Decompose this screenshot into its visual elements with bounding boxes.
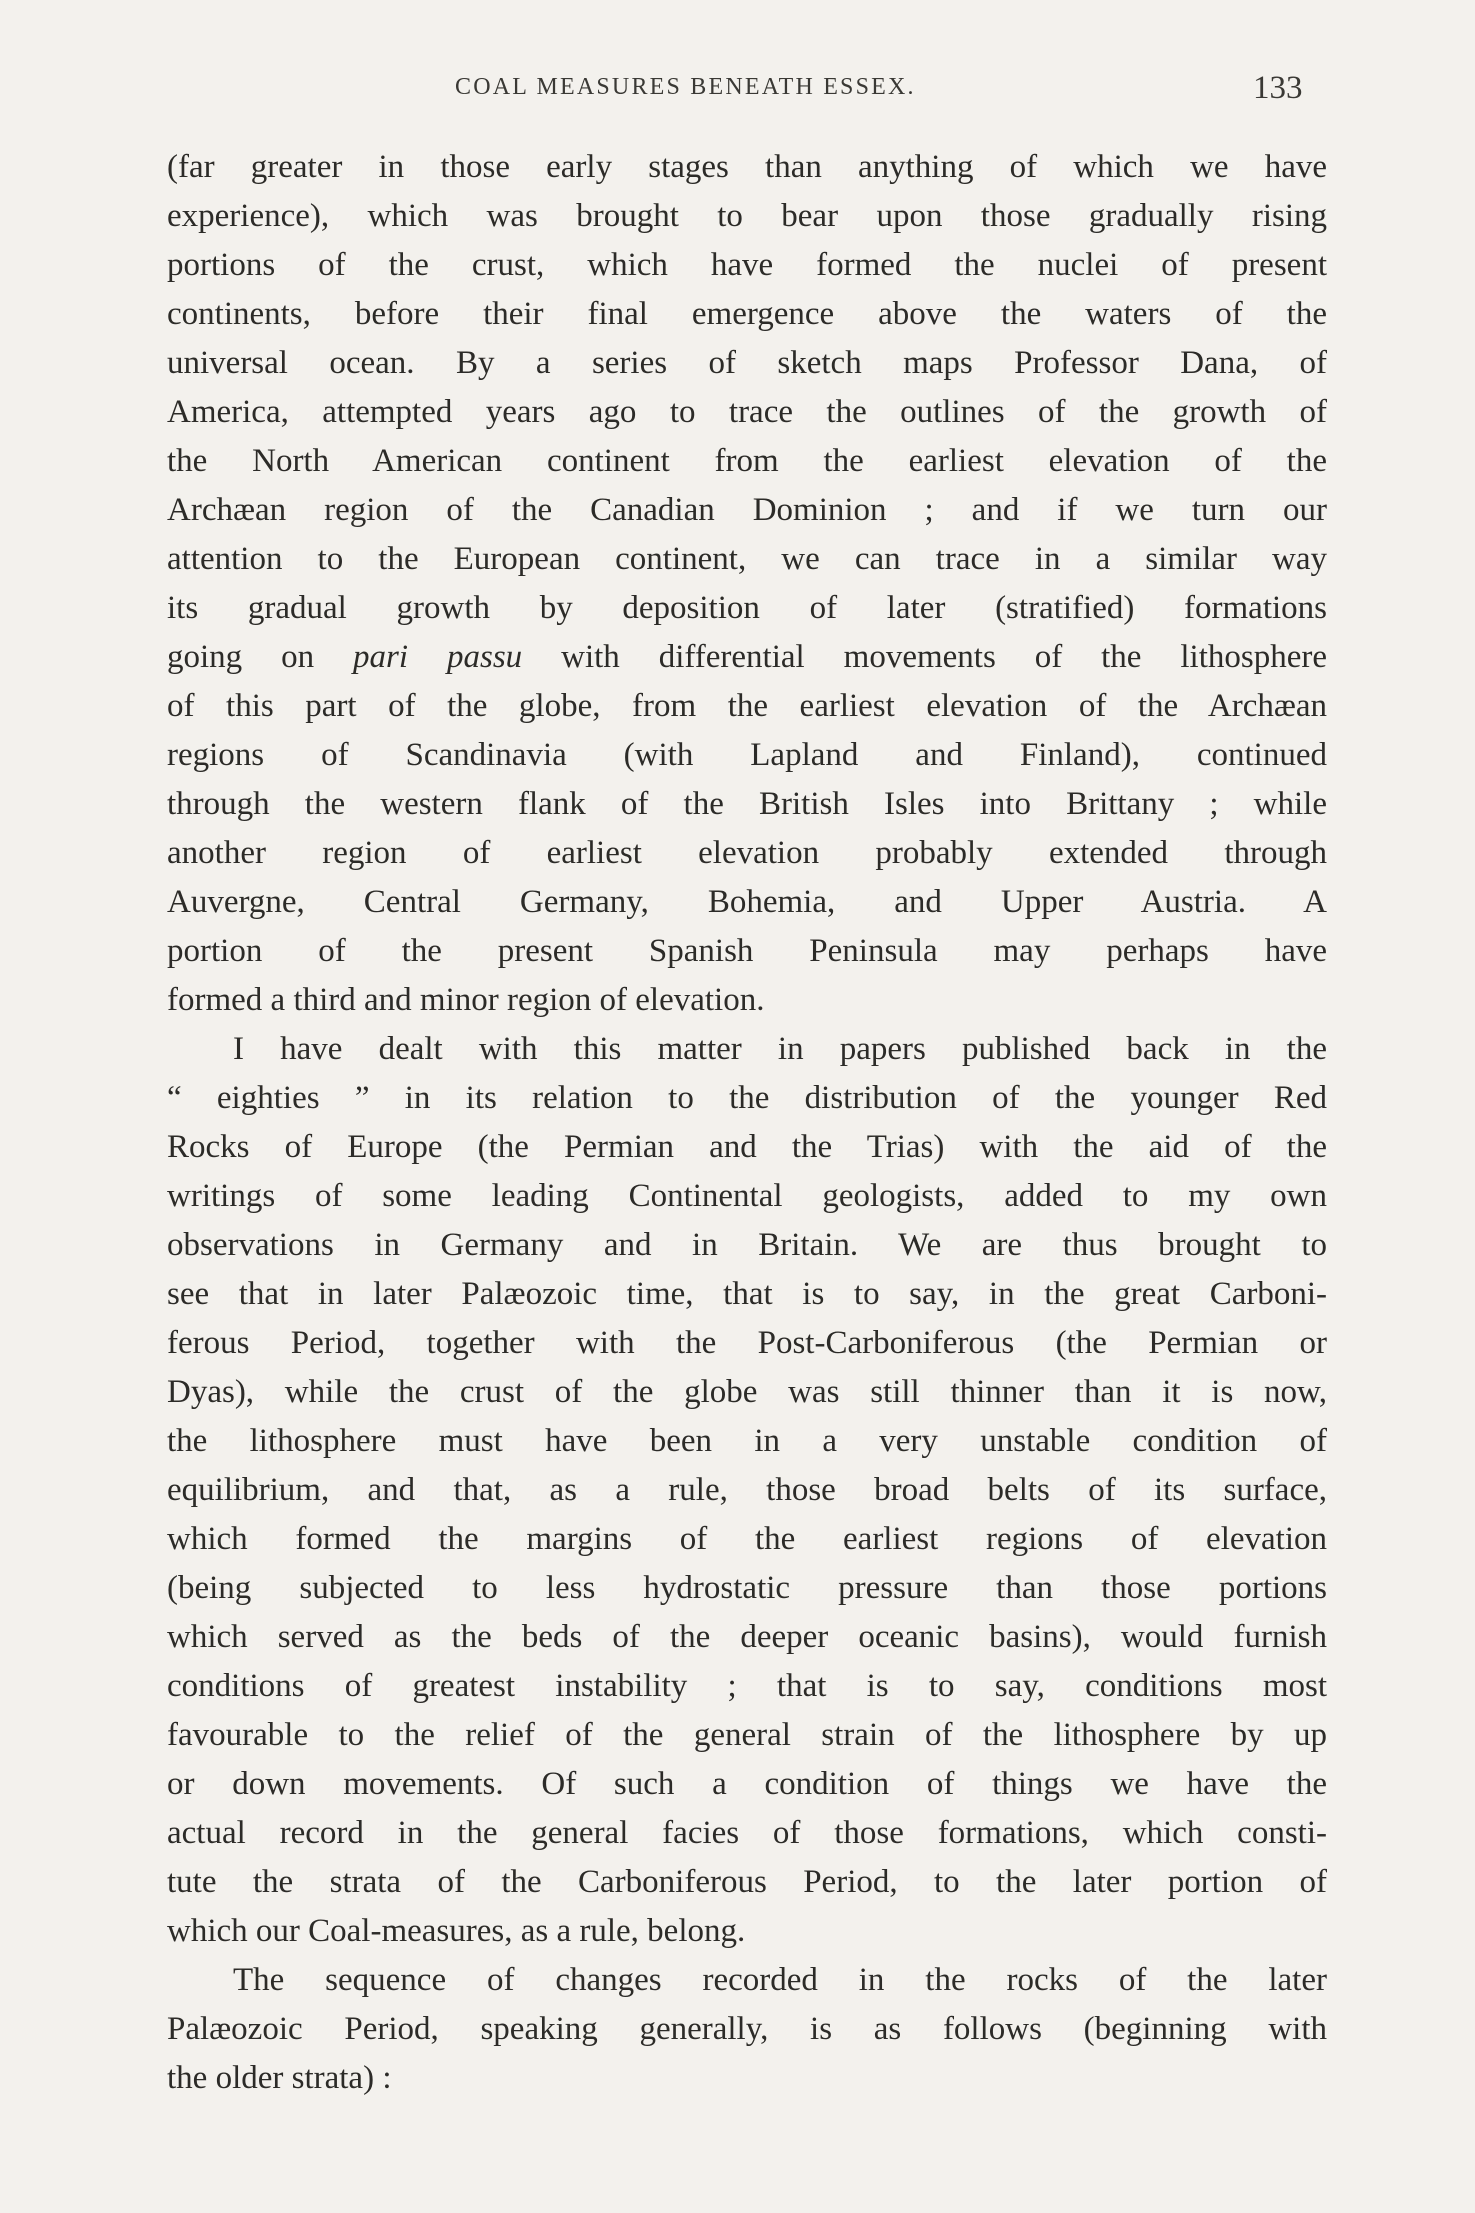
text-line: tute the strata of the Carboniferous Period, to the later portion of <box>167 1864 1327 1900</box>
text-line: which formed the margins of the earliest regions of elevation <box>167 1521 1327 1557</box>
text-line: the older strata) : <box>167 2060 392 2096</box>
text-segment: with differential movements of the lithosphere <box>561 639 1328 675</box>
text-line: universal ocean. By a series of sketch maps Professor Dana, of <box>167 345 1327 381</box>
paragraph-1 <box>167 143 1327 1025</box>
text-line: experience), which was brought to bear upon those gradually rising <box>167 198 1327 234</box>
text-line: writings of some leading Continental geologists, added to my own <box>167 1178 1327 1214</box>
text-line: of this part of the globe, from the earliest elevation of the Archæan <box>167 688 1327 724</box>
page-number: 133 <box>1253 70 1303 106</box>
paragraph-2 <box>167 1025 1327 1956</box>
text-line: “ eighties ” in its relation to the distribution of the younger Red <box>167 1080 1327 1116</box>
text-line-mixed <box>167 633 1327 682</box>
text-line: ferous Period, together with the Post-Carboniferous (the Permian or <box>167 1325 1327 1361</box>
text-line: which served as the beds of the deeper oceanic basins), would furnish <box>167 1619 1327 1655</box>
paragraph-3 <box>167 1956 1327 2103</box>
text-line: the North American continent from the earliest elevation of the <box>167 443 1327 479</box>
text-line: or down movements. Of such a condition of things we have the <box>167 1766 1327 1802</box>
text-line: portion of the present Spanish Peninsula may perhaps have <box>167 933 1327 969</box>
text-line: its gradual growth by deposition of later (stratified) formations <box>167 590 1327 626</box>
running-title: COAL MEASURES BENEATH ESSEX. <box>455 74 916 100</box>
running-head <box>0 66 1475 106</box>
text-line: Dyas), while the crust of the globe was still thinner than it is now, <box>167 1374 1327 1410</box>
text-line: conditions of greatest instability ; that is to say, conditions most <box>167 1668 1327 1704</box>
text-line: Palæozoic Period, speaking generally, is as follows (beginning with <box>167 2011 1327 2047</box>
text-line: favourable to the relief of the general strain of the lithosphere by up <box>167 1717 1327 1753</box>
text-line: regions of Scandinavia (with Lapland and Finland), continued <box>167 737 1327 773</box>
text-line: (far greater in those early stages than anything of which we have <box>167 149 1327 185</box>
text-line: actual record in the general facies of those formations, which consti- <box>167 1815 1327 1851</box>
text-line: equilibrium, and that, as a rule, those broad belts of its surface, <box>167 1472 1327 1508</box>
text-line: which our Coal-measures, as a rule, belong. <box>167 1913 746 1949</box>
text-segment: going on <box>167 639 315 675</box>
text-line: see that in later Palæozoic time, that is to say, in the great Carboni- <box>167 1276 1327 1312</box>
text-line: continents, before their final emergence above the waters of the <box>167 296 1327 332</box>
text-line: Archæan region of the Canadian Dominion ; and if we turn our <box>167 492 1327 528</box>
text-line: America, attempted years ago to trace the outlines of the growth of <box>167 394 1327 430</box>
body-text <box>167 143 1327 2103</box>
text-line: The sequence of changes recorded in the rocks of the later <box>233 1962 1327 1998</box>
text-line: observations in Germany and in Britain. We are thus brought to <box>167 1227 1327 1263</box>
text-line: another region of earliest elevation probably extended through <box>167 835 1327 871</box>
text-line: (being subjected to less hydrostatic pressure than those portions <box>167 1570 1327 1606</box>
text-line: Rocks of Europe (the Permian and the Trias) with the aid of the <box>167 1129 1327 1165</box>
italic-phrase: pari passu <box>353 639 523 675</box>
text-line: I have dealt with this matter in papers published back in the <box>233 1031 1327 1067</box>
text-line: portions of the crust, which have formed the nuclei of present <box>167 247 1327 283</box>
text-line: formed a third and minor region of elevation. <box>167 982 765 1018</box>
text-line: through the western flank of the British Isles into Brittany ; while <box>167 786 1327 822</box>
text-line: attention to the European continent, we can trace in a similar way <box>167 541 1327 577</box>
text-line: the lithosphere must have been in a very unstable condition of <box>167 1423 1327 1459</box>
text-line: Auvergne, Central Germany, Bohemia, and Upper Austria. A <box>167 884 1327 920</box>
